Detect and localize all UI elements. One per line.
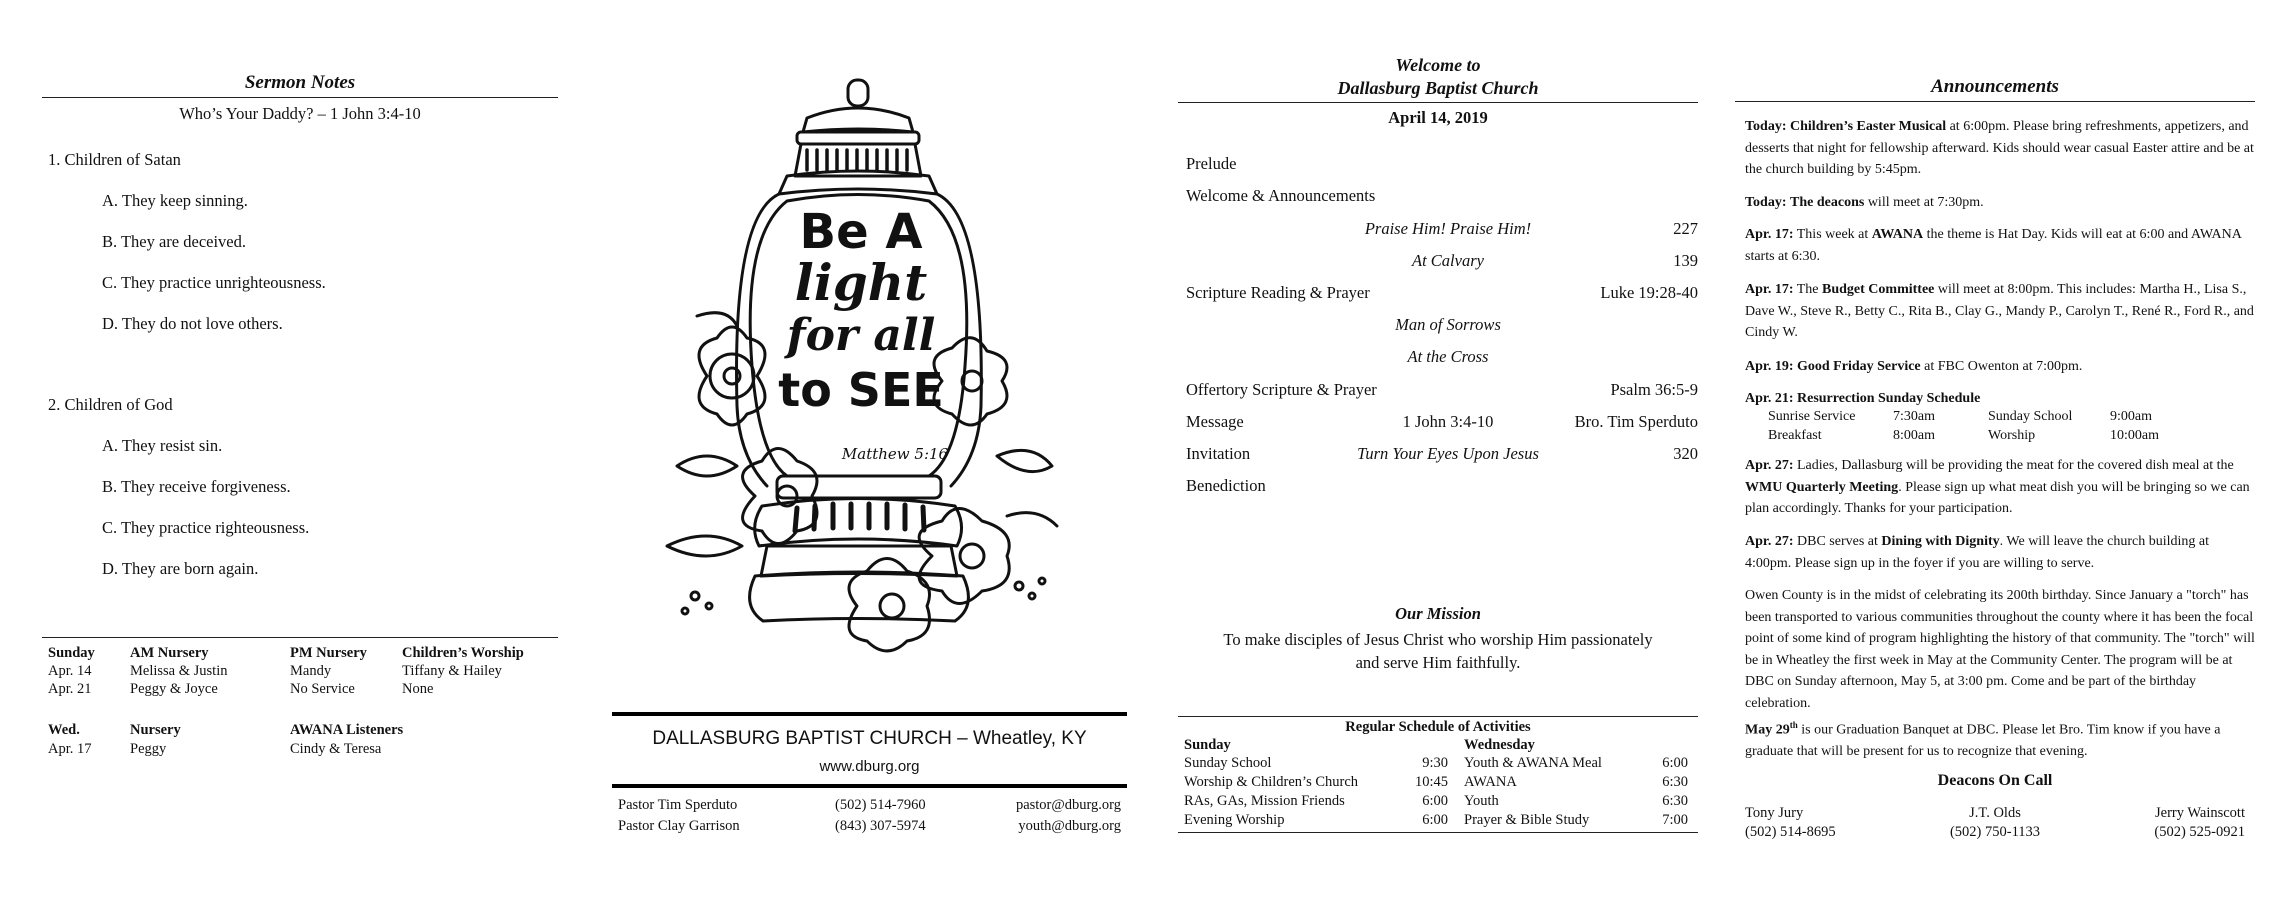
schedule-bottom-rule [1178, 832, 1698, 833]
nursery-header: Wed. [48, 722, 80, 738]
mission-text: and serve Him faithfully. [1355, 653, 1521, 672]
hymn-number: 139 [1673, 251, 1698, 270]
point-2-item: C. They practice righteousness. [102, 518, 310, 537]
nursery-header: PM Nursery [290, 645, 367, 661]
deacon-phone: (502) 750-1133 [1949, 824, 2041, 840]
announcements-heading: Announcements [1931, 76, 2059, 97]
hymn-title: At Calvary [1412, 251, 1484, 270]
nursery-cell: Melissa & Justin [130, 663, 228, 679]
contact-email[interactable]: pastor@dburg.org [1015, 797, 1121, 813]
deacons-heading: Deacons On Call [1937, 772, 2053, 789]
hymn-title: Praise Him! Praise Him! [1364, 219, 1532, 238]
message-reference: 1 John 3:4-10 [1402, 412, 1494, 431]
point-1-item: B. They are deceived. [102, 232, 247, 251]
scripture-reference: Psalm 36:5-9 [1610, 380, 1698, 399]
deacon-name: Tony Jury [1745, 805, 1804, 821]
easter-schedule-cell: 8:00am [1893, 428, 1935, 443]
sermon-subtitle: Who’s Your Daddy? – 1 John 3:4-10 [179, 104, 421, 123]
easter-schedule-cell: Sunrise Service [1768, 409, 1856, 424]
welcome-line-1: Welcome to [1395, 55, 1481, 75]
easter-schedule-cell: Sunday School [1988, 409, 2073, 424]
nursery-cell: Apr. 14 [48, 663, 92, 679]
welcome-line-2: Dallasburg Baptist Church [1337, 78, 1539, 98]
announcement-item: Apr. 21: Resurrection Sunday Schedule [1745, 391, 1981, 406]
hymn-title: Man of Sorrows [1395, 315, 1501, 334]
point-2-item: A. They resist sin. [102, 436, 223, 455]
nursery-cell: Apr. 21 [48, 681, 92, 697]
schedule-top-rule [1178, 716, 1698, 717]
order-item: Offertory Scripture & Prayer [1186, 380, 1377, 399]
schedule-heading: Regular Schedule of Activities [1345, 719, 1531, 735]
contact-phone: (843) 307-5974 [835, 818, 926, 834]
lantern-lettering: for all [786, 310, 936, 361]
point-1-item: D. They do not love others. [102, 314, 283, 333]
hymn-number: 227 [1673, 219, 1698, 238]
schedule-time: 9:30 [1422, 755, 1448, 771]
schedule-time: 6:30 [1662, 793, 1688, 809]
schedule-item: Prayer & Bible Study [1464, 812, 1590, 828]
deacon-name: Jerry Wainscott [2155, 805, 2245, 821]
announcement-item: Apr. 19: Good Friday Service at FBC Owenton at 7:00pm. [1745, 359, 2083, 374]
announcement-item: Today: The deacons will meet at 7:30pm. [1745, 195, 1984, 210]
nursery-cell: Mandy [290, 663, 332, 679]
easter-schedule-cell: 7:30am [1893, 409, 1935, 424]
easter-schedule-cell: 10:00am [2110, 428, 2159, 443]
nursery-cell: None [402, 681, 434, 697]
lantern-verse: Matthew 5:16 [841, 445, 949, 463]
announcement-item: Today: Children’s Easter Musical at 6:00pm. Please bring refreshments, appetizers, and desserts that night for fellowship afterward. Kids should wear casual Easter attire and be at the church building by 5:45pm. [1745, 119, 2254, 177]
cover-bottom-rule [612, 784, 1127, 788]
schedule-time: 6:00 [1662, 755, 1688, 771]
announcement-item: Apr. 27: Ladies, Dallasburg will be providing the meat for the covered dish meal at the WMU Quarterly Meeting. Please sign up what meat dish you will be bringing so we can plan accordingly. Thanks for your participation. [1745, 458, 2250, 516]
point-2-item: D. They are born again. [102, 559, 259, 578]
announcement-item: Apr. 17: This week at AWANA the theme is Hat Day. Kids will eat at 6:00 and AWANA starts at 6:30. [1745, 227, 2242, 264]
nursery-header: AWANA Listeners [290, 722, 404, 738]
message-speaker: Bro. Tim Sperduto [1574, 412, 1698, 431]
contact-name: Pastor Clay Garrison [618, 818, 740, 834]
welcome-rule [1178, 102, 1698, 103]
schedule-time: 6:00 [1422, 812, 1448, 828]
easter-schedule-cell: 9:00am [2110, 409, 2152, 424]
nursery-cell: Apr. 17 [48, 741, 92, 757]
order-item: Scripture Reading & Prayer [1186, 283, 1370, 302]
lantern-illustration [637, 76, 1087, 666]
order-item: Invitation [1186, 444, 1251, 463]
order-item: Prelude [1186, 154, 1237, 173]
schedule-time: 10:45 [1414, 774, 1448, 790]
announcement-item: Apr. 27: DBC serves at Dining with Dignity. We will leave the church building at 4:00pm. Please sign up in the foyer if you are willing to serve. [1745, 534, 2209, 571]
announcement-item: Owen County is in the midst of celebrating its 200th birthday. Since January a "torch" has been transported to various communities throughout the county where it has been the focal point of some kind of program highlighting the history of that community. The "torch" will be in Wheatley the first week in May at the Community Center. The program will be at DBC on Sunday afternoon, May 5, at 3:00 pm. Come and be part of the birthday celebration. [1745, 588, 2255, 711]
deacon-name: J.T. Olds [1969, 805, 2021, 821]
hymn-title: At the Cross [1407, 347, 1489, 366]
schedule-day: Wednesday [1464, 737, 1535, 753]
deacon-phone: (502) 525-0921 [2154, 824, 2245, 840]
nursery-cell: Peggy [130, 741, 167, 757]
lantern-lettering: to SEE [778, 363, 944, 417]
contact-name: Pastor Tim Sperduto [618, 797, 738, 813]
easter-schedule-cell: Worship [1988, 428, 2036, 443]
mission-text: To make disciples of Jesus Christ who worship Him passionately [1223, 630, 1653, 649]
point-1-item: C. They practice unrighteousness. [102, 273, 326, 292]
lantern-lettering: light [794, 253, 928, 312]
order-item: Message [1186, 412, 1244, 431]
schedule-item: Sunday School [1184, 755, 1272, 771]
church-name-line: DALLASBURG BAPTIST CHURCH – Wheatley, KY [652, 728, 1087, 749]
schedule-item: Evening Worship [1184, 812, 1285, 828]
announcement-item: May 29th is our Graduation Banquet at DBC. Please let Bro. Tim know if you have a graduate that will be present for us to recognize that evening. [1745, 720, 2221, 760]
schedule-time: 6:30 [1662, 774, 1688, 790]
deacon-phone: (502) 514-8695 [1745, 824, 1836, 840]
announcements-rule [1735, 101, 2255, 102]
nursery-rule [42, 637, 558, 638]
nursery-cell: Tiffany & Hailey [402, 663, 502, 679]
schedule-item: AWANA [1464, 774, 1517, 790]
schedule-day: Sunday [1184, 737, 1231, 753]
schedule-item: RAs, GAs, Mission Friends [1184, 793, 1345, 809]
nursery-header: Sunday [48, 645, 95, 661]
order-item: Benediction [1186, 476, 1266, 495]
scripture-reference: Luke 19:28-40 [1600, 283, 1698, 302]
nursery-cell: Cindy & Teresa [290, 741, 382, 757]
contact-phone: (502) 514-7960 [835, 797, 926, 813]
point-2-item: B. They receive forgiveness. [102, 477, 291, 496]
nursery-header: Nursery [130, 722, 181, 738]
order-item: Welcome & Announcements [1186, 186, 1376, 205]
announcement-item: Apr. 17: The Budget Committee will meet at 8:00pm. This includes: Martha H., Lisa S., Dave W., Steve R., Betty C., Rita B., Clay G., Mandy P., Carolyn T., René R., Ford R., and Cindy W. [1745, 282, 2254, 340]
easter-schedule-cell: Breakfast [1768, 428, 1822, 443]
cover-top-rule [612, 712, 1127, 716]
nursery-cell: Peggy & Joyce [130, 681, 218, 697]
service-date: April 14, 2019 [1388, 108, 1488, 127]
hymn-title: Turn Your Eyes Upon Jesus [1357, 444, 1539, 463]
point-1-title: 1. Children of Satan [48, 150, 181, 169]
schedule-item: Youth & AWANA Meal [1464, 755, 1602, 771]
mission-heading: Our Mission [1395, 604, 1481, 623]
schedule-time: 7:00 [1662, 812, 1688, 828]
hymn-number: 320 [1673, 444, 1698, 463]
schedule-item: Youth [1464, 793, 1499, 809]
nursery-header: AM Nursery [130, 645, 209, 661]
lantern-lettering: Be A [799, 204, 923, 260]
contact-email[interactable]: youth@dburg.org [1018, 818, 1121, 834]
sermon-notes-rule [42, 97, 558, 98]
schedule-time: 6:00 [1422, 793, 1448, 809]
schedule-item: Worship & Children’s Church [1184, 774, 1359, 790]
sermon-notes-heading: Sermon Notes [244, 72, 356, 93]
nursery-cell: No Service [290, 681, 355, 697]
nursery-header: Children’s Worship [402, 645, 524, 661]
point-2-title: 2. Children of God [48, 395, 173, 414]
point-1-item: A. They keep sinning. [102, 191, 248, 210]
church-website[interactable]: www.dburg.org [819, 758, 920, 775]
